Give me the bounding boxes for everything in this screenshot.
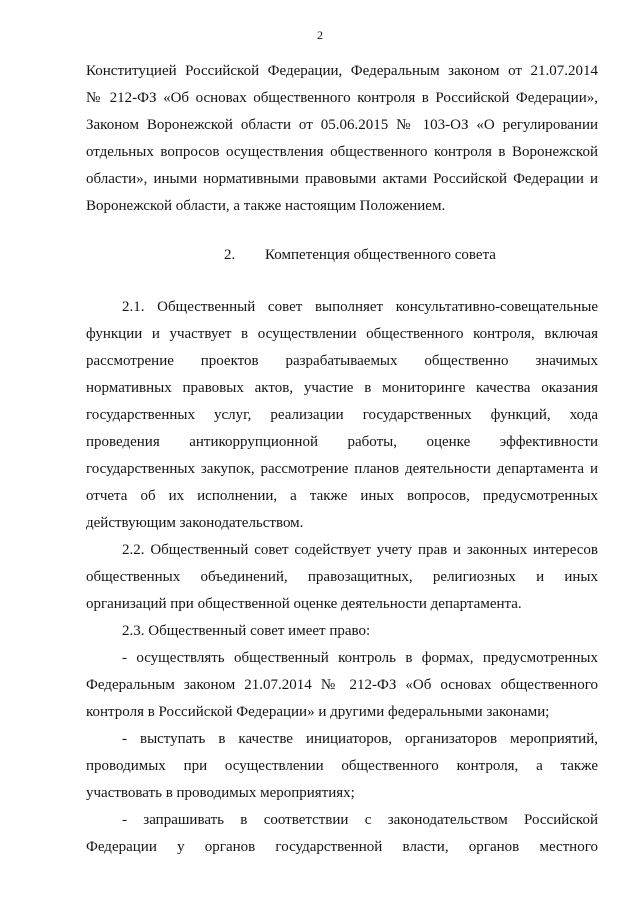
para-2-1-line-8: отчета об их исполнении, а также иных вопросов, предусмотренных xyxy=(86,488,598,504)
para-2-1-line-6: проведения антикоррупционной работы, оценке эффективности xyxy=(86,434,598,450)
para-2-3-heading: 2.3. Общественный совет имеет право: xyxy=(122,623,371,639)
intro-line-2: № 212-ФЗ «Об основах общественного контроля в Российской Федерации», xyxy=(86,90,598,106)
intro-line-1: Конституцией Российской Федерации, Федеральным законом от 21.07.2014 xyxy=(86,63,598,79)
intro-line-6: Воронежской области, а также настоящим Положением. xyxy=(86,198,446,214)
para-2-2-line-1: 2.2. Общественный совет содействует учету прав и законных интересов xyxy=(122,542,598,558)
para-2-1-line-7: государственных закупок, рассмотрение планов деятельности департамента и xyxy=(86,461,598,477)
para-2-1-line-3: рассмотрение проектов разрабатываемых общественно значимых xyxy=(86,353,598,369)
section-number: 2. xyxy=(224,247,236,263)
page-number: 2 xyxy=(317,28,323,42)
intro-line-5: области», иными нормативными правовыми актами Российской Федерации и xyxy=(86,171,598,187)
para-2-1-line-5: государственных услуг, реализации государственных функций, хода xyxy=(86,407,598,423)
para-2-2-line-2: общественных объединений, правозащитных, религиозных и иных xyxy=(86,569,598,585)
intro-line-4: отдельных вопросов осуществления общественного контроля в Воронежской xyxy=(86,144,598,160)
bullet-3-line-1: - запрашивать в соответствии с законодательством Российской xyxy=(122,812,598,828)
bullet-2-line-3: участвовать в проводимых мероприятиях; xyxy=(86,785,355,801)
section-title: Компетенция общественного совета xyxy=(265,247,496,263)
para-2-1-line-4: нормативных правовых актов, участие в мониторинге качества оказания xyxy=(86,380,598,396)
para-2-2-line-3: организаций при общественной оценке деятельности департамента. xyxy=(86,596,522,612)
bullet-1-line-2: Федеральным законом 21.07.2014 № 212-ФЗ «Об основах общественного xyxy=(86,677,598,693)
bullet-1-line-3: контроля в Российской Федерации» и другими федеральными законами; xyxy=(86,704,550,720)
bullet-1-line-1: - осуществлять общественный контроль в формах, предусмотренных xyxy=(122,650,598,666)
para-2-1-line-2: функции и участвует в осуществлении общественного контроля, включая xyxy=(86,326,598,342)
bullet-3-line-2: Федерации у органов государственной власти, органов местного xyxy=(86,839,598,855)
para-2-1-line-1: 2.1. Общественный совет выполняет консультативно-совещательные xyxy=(122,299,598,315)
para-2-1-line-9: действующим законодательством. xyxy=(86,515,304,531)
intro-line-3: Законом Воронежской области от 05.06.2015 № 103-ОЗ «О регулировании xyxy=(86,117,598,133)
bullet-2-line-2: проводимых при осуществлении общественного контроля, а также xyxy=(86,758,598,774)
bullet-2-line-1: - выступать в качестве инициаторов, организаторов мероприятий, xyxy=(122,731,598,747)
